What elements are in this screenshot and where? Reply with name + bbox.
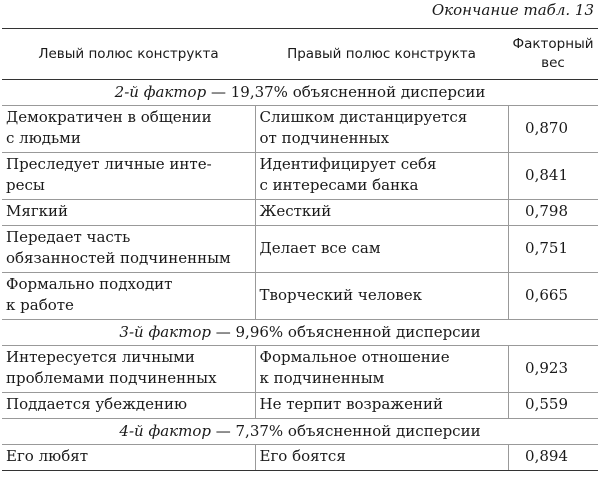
factor-name: 3-й фактор — [119, 323, 211, 341]
factor-row — [2, 419, 598, 445]
factor-name: 4-й фактор — [119, 422, 211, 440]
weight-cell: 0,559 — [508, 393, 598, 419]
weight-cell: 0,923 — [508, 346, 598, 393]
left-pole-cell: Мягкий — [2, 200, 255, 226]
factor-title — [2, 80, 598, 106]
factor-row — [2, 320, 598, 346]
table-row — [2, 200, 598, 226]
weight-cell: 0,751 — [508, 226, 598, 273]
header-weight-line2: вес — [541, 55, 565, 71]
table-row — [2, 226, 598, 273]
left-pole-cell: Демократичен в общении с людьми — [2, 106, 255, 153]
header-left-pole: Левый полюс конструкта — [2, 29, 255, 80]
right-pole-cell: Слишком дистанцируется от подчиненных — [255, 106, 508, 153]
construct-table — [2, 28, 598, 471]
right-pole-cell: Формальное отношение к подчиненным — [255, 346, 508, 393]
factor-name: 2-й фактор — [114, 83, 207, 101]
table-row — [2, 273, 598, 320]
right-pole-cell: Идентифицирует себя с интересами банка — [255, 153, 508, 200]
left-pole-cell: Передает часть обязанностей подчиненным — [2, 226, 255, 273]
right-pole-cell: Его боятся — [255, 445, 508, 471]
right-pole-cell: Творческий человек — [255, 273, 508, 320]
right-pole-cell: Жесткий — [255, 200, 508, 226]
table-row — [2, 346, 598, 393]
factor-title — [2, 419, 598, 445]
table-caption: Окончание табл. 13 — [431, 1, 594, 19]
table-row — [2, 153, 598, 200]
table-row — [2, 445, 598, 471]
left-pole-cell: Его любят — [2, 445, 255, 471]
table-row — [2, 393, 598, 419]
header-row — [2, 29, 598, 80]
table-row — [2, 106, 598, 153]
factor-variance: — 9,96% объясненной дисперсии — [210, 323, 481, 341]
weight-cell: 0,841 — [508, 153, 598, 200]
factor-variance: — 19,37% объясненной дисперсии — [206, 83, 486, 101]
left-pole-cell: Преследует личные инте- ресы — [2, 153, 255, 200]
weight-cell: 0,798 — [508, 200, 598, 226]
header-factor-weight — [508, 29, 598, 80]
factor-variance: — 7,37% объясненной дисперсии — [210, 422, 481, 440]
left-pole-cell: Поддается убеждению — [2, 393, 255, 419]
header-right-pole: Правый полюс конструкта — [255, 29, 508, 80]
left-pole-cell: Интересуется личными проблемами подчиненных — [2, 346, 255, 393]
right-pole-cell: Не терпит возражений — [255, 393, 508, 419]
left-pole-cell: Формально подходит к работе — [2, 273, 255, 320]
right-pole-cell: Делает все сам — [255, 226, 508, 273]
weight-cell: 0,665 — [508, 273, 598, 320]
factor-row — [2, 80, 598, 106]
weight-cell: 0,894 — [508, 445, 598, 471]
header-weight-line1: Факторный — [512, 36, 594, 52]
factor-title — [2, 320, 598, 346]
weight-cell: 0,870 — [508, 106, 598, 153]
